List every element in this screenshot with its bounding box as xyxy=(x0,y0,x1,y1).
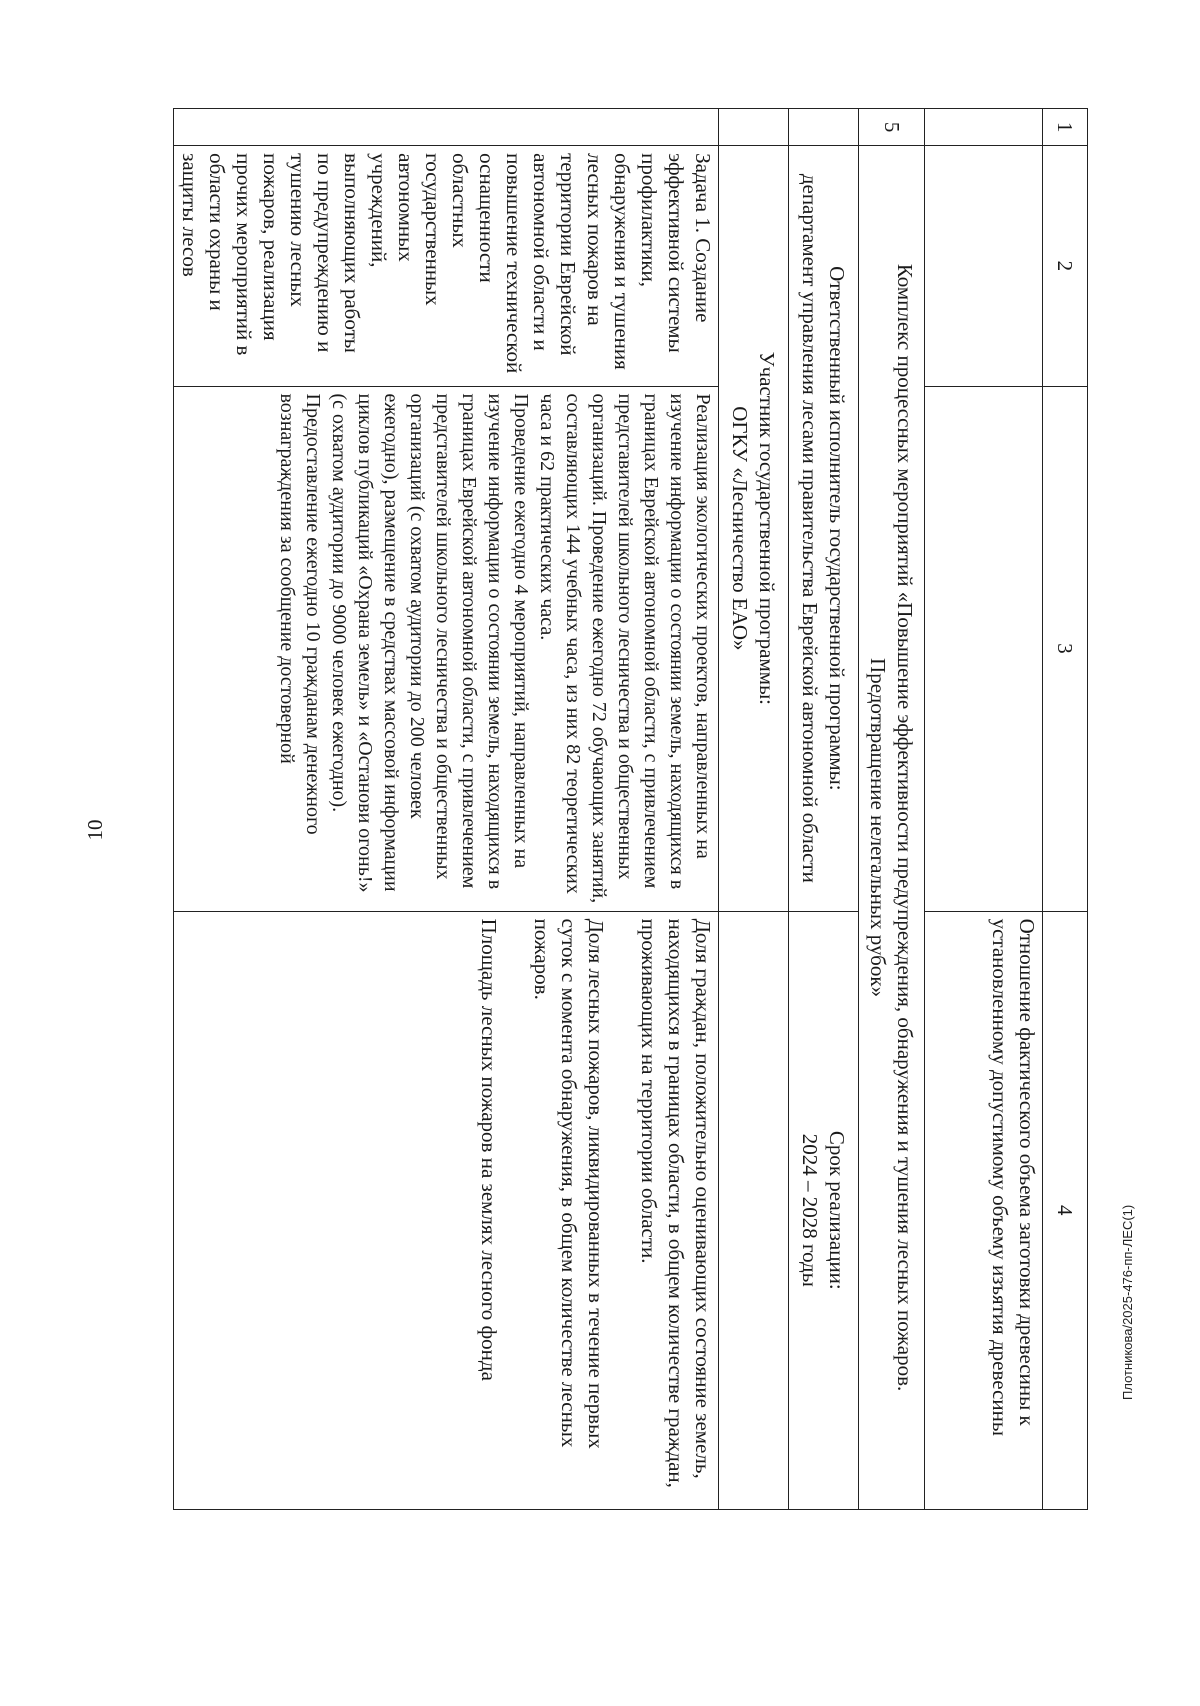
indicator-3: Площадь лесных пожаров на землях лесного фонда xyxy=(477,918,501,1381)
task-indicators xyxy=(174,911,719,1509)
header-cell-2: 2 xyxy=(1043,146,1088,386)
implementation-term xyxy=(789,911,859,1509)
responsible-cell-1 xyxy=(789,109,859,146)
row-5-title xyxy=(859,146,925,1510)
participant-value: ОГКУ «Лесничество ЕАО» xyxy=(728,406,753,651)
header-row xyxy=(1043,109,1088,1510)
table-wrapper xyxy=(173,108,1088,1510)
indicator-2: Доля лесных пожаров, ликвидированных в течение первых суток с момента обнаружения, в общем количестве лесных пожаров. xyxy=(530,918,608,1449)
header-cell-3: 3 xyxy=(1043,386,1088,911)
responsible-row xyxy=(789,109,859,1510)
row-5-title-line2: Предотвращение нелегальных рубок» xyxy=(866,658,891,998)
responsible-executor xyxy=(789,146,859,911)
prev-cell-2 xyxy=(925,146,1043,386)
prev-cell-4: Отношение фактического объема заготовки древесины к установленному допустимому объему изъятия древесины xyxy=(925,911,1043,1509)
measure-paragraph-1: Реализация экологических проектов, направленных на изучение информации о состоянии земель, находящихся в границах Еврейской автономной области, с привлечением представителей школьного лесничества и общественных организаций. Проведение ежегодно 72 обучающих занятий, составляющих 144 учебных часа, из них 82 теоретических часа и 62 практических часа. xyxy=(536,393,714,904)
measure-paragraph-2: Проведение ежегодно 4 мероприятий, направленных на изучение информации о состоянии земель, находящихся в границах Еврейской автономной области, с привлечением представителей школьного лесничества и общественных организаций (с охватом аудитории до 200 человек ежегодно), размещение в средствах массовой информации циклов публикаций «Охрана земель» и «Останови огонь!» (с охватом аудитории до 9000 человек ежегодно). xyxy=(328,393,532,893)
task-cell-1 xyxy=(174,109,719,146)
row-5 xyxy=(859,109,925,1510)
indicator-1: Доля граждан, положительно оценивающих состояние земель, находящихся в границах области, в общем количестве граждан, проживающих на территории области. xyxy=(637,918,715,1488)
task-description: Задача 1. Создание эффективной системы профилактики, обнаружения и тушения лесных пожаров на территории Еврейской автономной области и повышение технической оснащенности областных государственных автономных учреждений, выполняющих работы по предупреждению и тушению лесных пожаров, реализация прочих мероприятий в области охраны и защиты лесов xyxy=(174,146,719,386)
task-measures xyxy=(174,386,719,911)
page-number: 10 xyxy=(83,819,107,841)
header-cell-1: 1 xyxy=(1043,109,1088,146)
row-5-title-line1: Комплекс процессных мероприятий «Повышение эффективности предупреждения, обнаружения и тушения лесных пожаров. xyxy=(893,263,918,1392)
task-row xyxy=(174,109,719,1510)
row-5-number: 5 xyxy=(859,109,925,146)
participant-label: Участник государственной программы: xyxy=(755,351,780,706)
participant-cell-4 xyxy=(719,911,789,1509)
measure-paragraph-3: Предоставление ежегодно 10 гражданам денежного вознаграждения за сообщение достоверной xyxy=(276,393,324,835)
document-code-text: Плотникова/2025-476-пп-ЛЕС(1) xyxy=(1120,1204,1135,1400)
header-cell-4: 4 xyxy=(1043,911,1088,1509)
term-label: Срок реализации: xyxy=(825,1130,850,1290)
term-value: 2024 – 2028 годы xyxy=(798,1133,823,1287)
program-table xyxy=(173,108,1088,1510)
previous-row xyxy=(925,109,1043,1510)
responsible-value: департамент управления лесами правительства Еврейской автономной области xyxy=(798,173,823,883)
participant-cell-1 xyxy=(719,109,789,146)
prev-cell-3 xyxy=(925,386,1043,911)
responsible-label: Ответственный исполнитель государственной программы: xyxy=(825,266,850,791)
prev-cell-1 xyxy=(925,109,1043,146)
participant xyxy=(719,146,789,911)
participant-row xyxy=(719,109,789,1510)
